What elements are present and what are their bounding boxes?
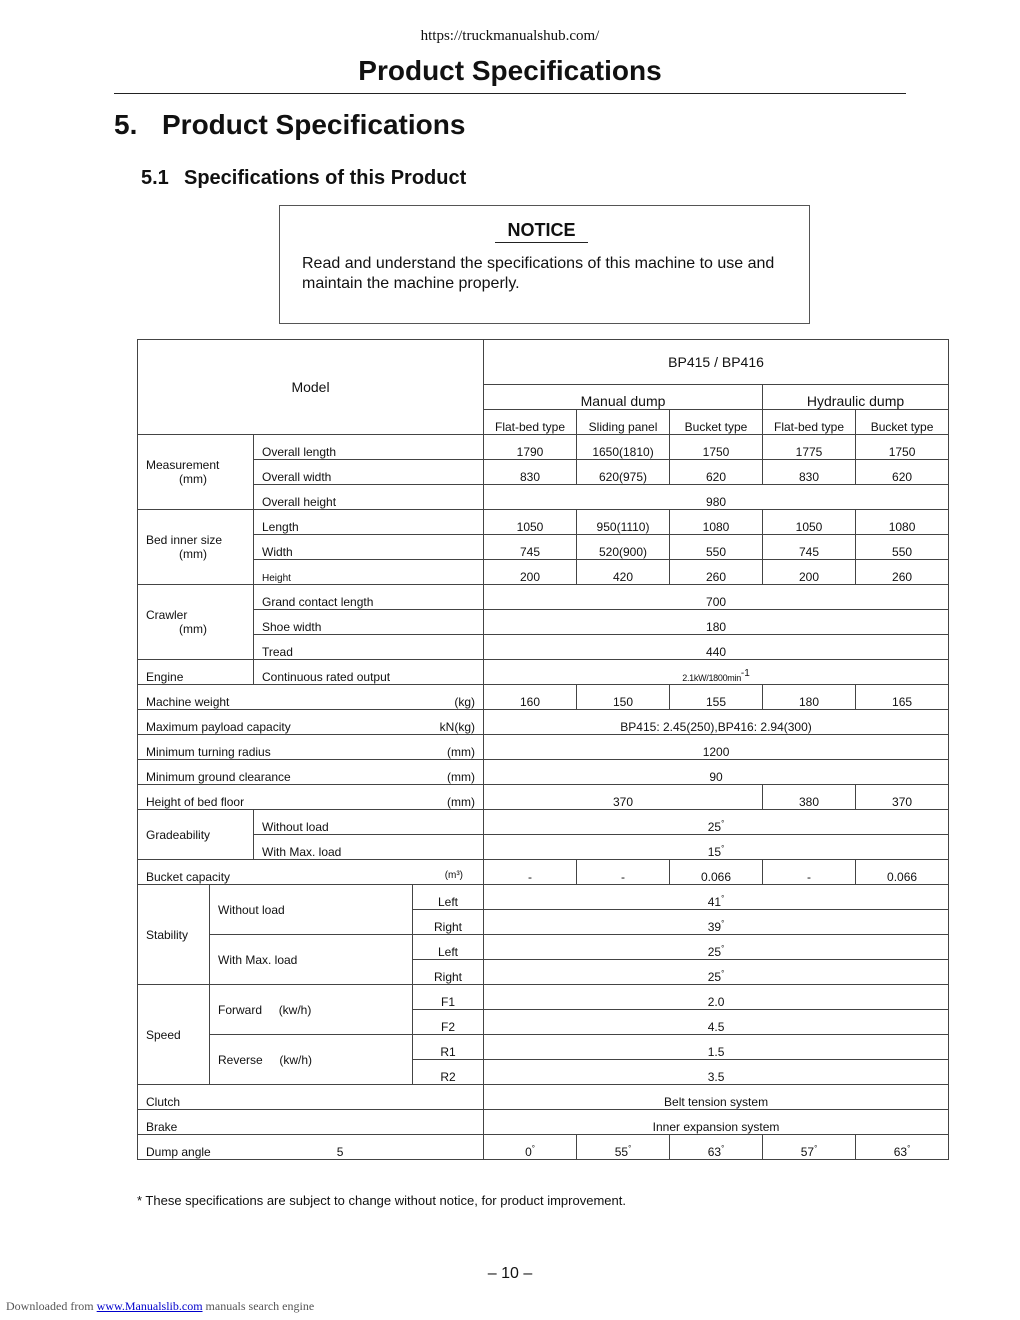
stability-left-label: Left xyxy=(413,935,484,960)
payload-label: Maximum payload capacity xyxy=(146,720,291,734)
cell: 1775 xyxy=(763,435,856,460)
cell: 0.066 xyxy=(856,860,949,885)
subsection-number: 5.1 xyxy=(141,167,169,189)
cell: 700 xyxy=(484,585,949,610)
cell: 745 xyxy=(763,535,856,560)
gradeability-with-cell xyxy=(484,835,949,860)
dump-cell xyxy=(577,1135,670,1160)
machine-weight-label: Machine weight xyxy=(146,695,230,709)
cell-value: 63 xyxy=(893,1145,908,1159)
bucket-label: Bucket capacity xyxy=(146,870,231,884)
bed-length-label: Length xyxy=(254,510,484,535)
cell: 520(900) xyxy=(577,535,670,560)
stability-left-label: Left xyxy=(413,885,484,910)
type-header: Flat-bed type xyxy=(484,410,577,435)
engine-label: Engine xyxy=(138,660,254,685)
cell: 830 xyxy=(763,460,856,485)
cell: 1650(1810) xyxy=(577,435,670,460)
overall-height-label: Overall height xyxy=(254,485,484,510)
speed-reverse-label: Reverse xyxy=(218,1052,263,1067)
engine-output-exponent: -1 xyxy=(740,668,750,679)
manual-dump-header: Manual dump xyxy=(484,385,763,410)
cell: 260 xyxy=(670,560,763,585)
cell: Inner expansion system xyxy=(484,1110,949,1135)
download-credit xyxy=(6,1299,314,1314)
cell: 1750 xyxy=(856,435,949,460)
ground-contact-label: Grand contact length xyxy=(254,585,484,610)
bed-height-label: Height xyxy=(254,560,484,585)
stability-without-right-cell xyxy=(484,910,949,935)
model-value: BP415 / BP416 xyxy=(484,340,949,385)
speed-r1-label: R1 xyxy=(413,1035,484,1060)
degree-symbol: ° xyxy=(721,819,725,828)
degree-symbol: ° xyxy=(721,919,725,928)
stability-right-label: Right xyxy=(413,960,484,985)
dump-cell xyxy=(763,1135,856,1160)
speed-label: Speed xyxy=(138,985,210,1085)
cell: 440 xyxy=(484,635,949,660)
specifications-table xyxy=(137,339,949,1160)
cell: 1050 xyxy=(484,510,577,535)
speed-f1-label: F1 xyxy=(413,985,484,1010)
cell-value: 25 xyxy=(707,970,722,984)
cell-value: 41 xyxy=(707,895,722,909)
cell: 620(975) xyxy=(577,460,670,485)
dump-cell xyxy=(670,1135,763,1160)
speed-f2-label: F2 xyxy=(413,1010,484,1035)
cell: 420 xyxy=(577,560,670,585)
source-url: https://truckmanualshub.com/ xyxy=(420,28,600,44)
bed-size-group xyxy=(138,510,254,585)
degree-symbol: ° xyxy=(721,969,725,978)
degree-symbol: ° xyxy=(814,1144,818,1153)
bed-width-label: Width xyxy=(254,535,484,560)
measurement-group xyxy=(138,435,254,510)
speed-forward-unit: (kw/h) xyxy=(278,1002,312,1017)
bed-floor-row-label xyxy=(138,785,484,810)
cell: 620 xyxy=(670,460,763,485)
cell: 260 xyxy=(856,560,949,585)
stability-with-left-cell xyxy=(484,935,949,960)
cell: 620 xyxy=(856,460,949,485)
speed-reverse-unit: (kw/h) xyxy=(279,1052,313,1067)
degree-symbol: ° xyxy=(721,894,725,903)
cell: 1750 xyxy=(670,435,763,460)
measurement-label: Measurement xyxy=(146,458,220,472)
notice-title: NOTICE xyxy=(495,220,588,243)
cell: Belt tension system xyxy=(484,1085,949,1110)
bed-floor-label: Height of bed floor xyxy=(146,795,245,809)
cell-value: 15 xyxy=(707,845,722,859)
type-header: Sliding panel xyxy=(577,410,670,435)
cell: BP415: 2.45(250),BP416: 2.94(300) xyxy=(484,710,949,735)
section-number: 5. xyxy=(114,109,138,140)
section-title: Product Specifications xyxy=(162,109,466,140)
cell-value: 55 xyxy=(614,1145,629,1159)
payload-unit: kN(kg) xyxy=(439,720,476,734)
turning-row-label xyxy=(138,735,484,760)
cell: 1200 xyxy=(484,735,949,760)
shoe-width-label: Shoe width xyxy=(254,610,484,635)
gradeability-without-label: Without load xyxy=(254,810,484,835)
cell-value: 0 xyxy=(525,1145,532,1159)
machine-weight-row-label xyxy=(138,685,484,710)
cell: 1050 xyxy=(763,510,856,535)
crawler-unit: (mm) xyxy=(179,622,207,636)
speed-forward-group xyxy=(210,985,413,1035)
cell-value: 25 xyxy=(707,945,722,959)
cell: 155 xyxy=(670,685,763,710)
clearance-label: Minimum ground clearance xyxy=(146,770,291,784)
cell: 550 xyxy=(856,535,949,560)
crawler-group xyxy=(138,585,254,660)
cell: 150 xyxy=(577,685,670,710)
dump-cell xyxy=(856,1135,949,1160)
tread-label: Tread xyxy=(254,635,484,660)
stability-label: Stability xyxy=(138,885,210,985)
notice-text: Read and understand the specifications of this machine to use and maintain the machine properly. xyxy=(302,255,775,292)
clearance-unit: (mm) xyxy=(447,770,476,784)
clearance-row-label xyxy=(138,760,484,785)
degree-symbol: ° xyxy=(907,1144,911,1153)
clutch-label: Clutch xyxy=(138,1085,484,1110)
stability-with-label: With Max. load xyxy=(210,935,413,985)
engine-output-cell xyxy=(484,660,949,685)
bed-floor-unit: (mm) xyxy=(447,795,476,809)
footnote: * These specifications are subject to change without notice, for product improvement. xyxy=(137,1193,626,1208)
degree-symbol: ° xyxy=(628,1144,632,1153)
dump-angle-label: Dump angle xyxy=(146,1145,211,1159)
hydraulic-dump-header: Hydraulic dump xyxy=(763,385,949,410)
cell: 1080 xyxy=(670,510,763,535)
overall-width-label: Overall width xyxy=(254,460,484,485)
stability-without-label: Without load xyxy=(210,885,413,935)
cell: - xyxy=(484,860,577,885)
cell: - xyxy=(577,860,670,885)
model-label: Model xyxy=(138,340,484,435)
cell: 370 xyxy=(856,785,949,810)
gradeability-label: Gradeability xyxy=(138,810,254,860)
stability-right-label: Right xyxy=(413,910,484,935)
bed-size-label: Bed inner size xyxy=(146,533,223,547)
engine-output-value: 2.1kW/1800min xyxy=(682,673,741,683)
cell: 2.0 xyxy=(484,985,949,1010)
cell: 3.5 xyxy=(484,1060,949,1085)
cell: 200 xyxy=(484,560,577,585)
header-divider xyxy=(114,93,906,94)
speed-r2-label: R2 xyxy=(413,1060,484,1085)
type-header: Bucket type xyxy=(856,410,949,435)
notice-box xyxy=(279,205,810,324)
cell: 380 xyxy=(763,785,856,810)
brake-label: Brake xyxy=(138,1110,484,1135)
download-prefix: Downloaded from xyxy=(6,1299,97,1313)
cell: 90 xyxy=(484,760,949,785)
speed-forward-label: Forward xyxy=(218,1002,263,1017)
turning-label: Minimum turning radius xyxy=(146,745,271,759)
machine-weight-unit: (kg) xyxy=(454,695,476,709)
gradeability-without-cell xyxy=(484,810,949,835)
cell: 180 xyxy=(763,685,856,710)
cell: 980 xyxy=(484,485,949,510)
cell: 4.5 xyxy=(484,1010,949,1035)
cell: 165 xyxy=(856,685,949,710)
measurement-unit: (mm) xyxy=(179,472,207,486)
subsection-title: Specifications of this Product xyxy=(184,167,467,189)
cell-value: 57 xyxy=(800,1145,815,1159)
page-number: – 10 – xyxy=(487,1265,533,1282)
stability-without-left-cell xyxy=(484,885,949,910)
cell-value: 63 xyxy=(707,1145,722,1159)
dump-angle-row-label xyxy=(138,1135,484,1160)
cell: 180 xyxy=(484,610,949,635)
cell: 160 xyxy=(484,685,577,710)
cell: 1.5 xyxy=(484,1035,949,1060)
type-header: Bucket type xyxy=(670,410,763,435)
overall-length-label: Overall length xyxy=(254,435,484,460)
download-suffix: manuals search engine xyxy=(202,1299,315,1313)
cell: 550 xyxy=(670,535,763,560)
degree-symbol: ° xyxy=(531,1144,535,1153)
degree-symbol: ° xyxy=(721,944,725,953)
cell: 950(1110) xyxy=(577,510,670,535)
engine-output-label: Continuous rated output xyxy=(254,660,484,685)
cell: 745 xyxy=(484,535,577,560)
degree-symbol: ° xyxy=(721,844,725,853)
gradeability-with-label: With Max. load xyxy=(254,835,484,860)
subsection-heading xyxy=(141,167,466,190)
crawler-label: Crawler xyxy=(146,608,188,622)
cell: 370 xyxy=(484,785,763,810)
bucket-unit: (m³) xyxy=(444,870,464,881)
degree-symbol: ° xyxy=(721,1144,725,1153)
cell: 830 xyxy=(484,460,577,485)
cell: 1080 xyxy=(856,510,949,535)
type-header: Flat-bed type xyxy=(763,410,856,435)
payload-row-label xyxy=(138,710,484,735)
turning-unit: (mm) xyxy=(447,745,476,759)
dump-angle-extra: 5 xyxy=(336,1145,344,1159)
manualslib-link[interactable]: www.Manualslib.com xyxy=(96,1299,203,1313)
section-heading xyxy=(114,109,465,141)
cell-value: 25 xyxy=(707,820,722,834)
cell: 200 xyxy=(763,560,856,585)
cell-value: 39 xyxy=(707,920,722,934)
dump-cell xyxy=(484,1135,577,1160)
running-header-title: Product Specifications xyxy=(358,55,662,86)
cell: 0.066 xyxy=(670,860,763,885)
bed-size-unit: (mm) xyxy=(179,547,207,561)
cell: - xyxy=(763,860,856,885)
cell: 1790 xyxy=(484,435,577,460)
speed-reverse-group xyxy=(210,1035,413,1085)
bucket-row-label xyxy=(138,860,484,885)
stability-with-right-cell xyxy=(484,960,949,985)
